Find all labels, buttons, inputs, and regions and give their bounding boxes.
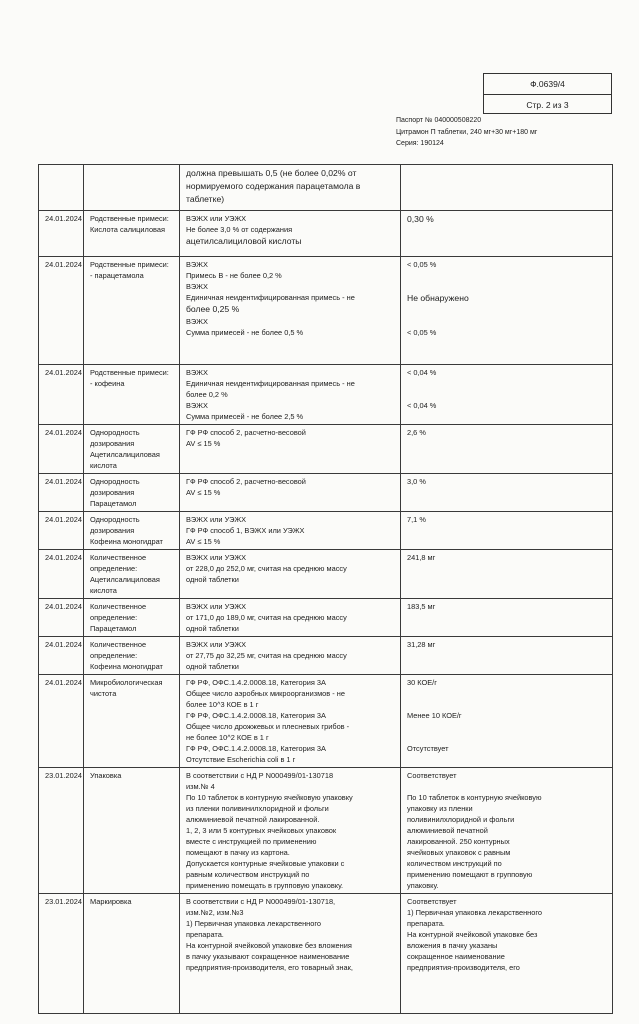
- cell-result: [401, 675, 613, 768]
- name-line: Количественное: [90, 553, 147, 562]
- requirement-line: одной таблетки: [186, 662, 239, 671]
- table-row: [39, 599, 613, 637]
- cell-indicator: [84, 768, 180, 894]
- requirement-line: не более 10^2 КОЕ в 1 г: [186, 733, 269, 742]
- cell-date: [39, 211, 84, 257]
- result-line: поливинилхлоридной и фольги: [407, 815, 515, 824]
- cell-indicator: [84, 474, 180, 512]
- requirement-line: 1) Первичная упаковка лекарственного: [186, 919, 322, 928]
- result-line: Менее 10 КОЕ/г: [407, 711, 462, 720]
- cell-requirement: [180, 257, 401, 365]
- cell-result: [401, 637, 613, 675]
- date-text: 24.01.2024: [45, 368, 82, 377]
- passport-number: Паспорт № 040000508220: [396, 117, 482, 124]
- requirement-line: изм.№2, изм.№3: [186, 908, 244, 917]
- cell-requirement: [180, 894, 401, 1014]
- result-line: < 0,05 %: [407, 260, 437, 269]
- cell-requirement: [180, 165, 401, 211]
- requirement-line: Отсутствие Escherichia coli в 1 г: [186, 755, 296, 764]
- table-row: [39, 675, 613, 768]
- result-line: 30 КОЕ/г: [407, 678, 437, 687]
- result-line: лакированной. 250 контурных: [407, 837, 510, 846]
- name-line: определение:: [90, 651, 138, 660]
- requirement-line: алюминиевой печатной лакированной.: [186, 815, 320, 824]
- cell-requirement: [180, 512, 401, 550]
- requirement-line: более 0,2 %: [186, 390, 228, 399]
- name-line: Однородность: [90, 428, 140, 437]
- result-line: упаковку.: [407, 881, 439, 890]
- result-line: Соответствует: [407, 771, 457, 780]
- cell-indicator: [84, 637, 180, 675]
- name-line: дозирования: [90, 526, 135, 535]
- cell-date: [39, 550, 84, 599]
- spacer: [407, 781, 608, 792]
- date-text: 24.01.2024: [45, 515, 82, 524]
- result-line: Соответствует: [407, 897, 457, 906]
- cell-date: [39, 675, 84, 768]
- series-number: Серия: 190124: [396, 140, 444, 147]
- name-line: Кофеина моногидрат: [90, 662, 163, 671]
- result-line: 2,6 %: [407, 428, 426, 437]
- date-text: 23.01.2024: [45, 771, 82, 780]
- requirement-line: ВЭЖХ или УЭЖХ: [186, 214, 247, 223]
- cell-result: [401, 894, 613, 1014]
- requirement-line: ВЭЖХ или УЭЖХ: [186, 515, 247, 524]
- result-line: 3,0 %: [407, 477, 426, 486]
- requirement-line: На контурной ячейковой упаковке без вложения: [186, 941, 352, 950]
- analysis-table: [38, 164, 613, 1014]
- requirement-line: ГФ РФ, ОФС.1.4.2.0008.18, Категория 3А: [186, 744, 326, 753]
- date-text: 24.01.2024: [45, 214, 82, 223]
- requirement-line: ГФ РФ способ 2, расчетно-весовой: [186, 477, 306, 486]
- cell-result: [401, 512, 613, 550]
- cell-requirement: [180, 675, 401, 768]
- cell-date: [39, 637, 84, 675]
- requirement-line: ВЭЖХ: [186, 317, 208, 326]
- spacer: [407, 316, 608, 327]
- cell-date: [39, 165, 84, 211]
- date-text: 24.01.2024: [45, 553, 82, 562]
- result-line: количеством инструкций по: [407, 859, 502, 868]
- name-line: дозирования: [90, 439, 135, 448]
- name-line: Родственные примеси:: [90, 214, 169, 223]
- name-line: Однородность: [90, 477, 140, 486]
- cell-indicator: [84, 365, 180, 425]
- requirement-line: AV ≤ 15 %: [186, 537, 221, 546]
- spacer: [407, 270, 608, 281]
- name-line: определение:: [90, 613, 138, 622]
- cell-date: [39, 599, 84, 637]
- requirement-line: 1, 2, 3 или 5 контурных ячейковых упаковок: [186, 826, 337, 835]
- table-row: [39, 550, 613, 599]
- requirement-line: Не более 3,0 % от содержания: [186, 225, 293, 234]
- result-line: < 0,04 %: [407, 401, 437, 410]
- result-line: < 0,05 %: [407, 328, 437, 337]
- spacer: [407, 389, 608, 400]
- table-row: [39, 474, 613, 512]
- date-text: 24.01.2024: [45, 602, 82, 611]
- requirement-line: Общее число аэробных микроорганизмов - не: [186, 689, 345, 698]
- requirement-line: таблетке): [186, 194, 225, 204]
- result-line: 241,8 мг: [407, 553, 436, 562]
- cell-result: [401, 257, 613, 365]
- cell-indicator: [84, 165, 180, 211]
- name-line: Количественное: [90, 640, 147, 649]
- name-line: Парацетамол: [90, 624, 137, 633]
- requirement-line: в пачку указывают сокращенное наименование: [186, 952, 350, 961]
- name-line: Родственные примеси:: [90, 260, 169, 269]
- cell-requirement: [180, 365, 401, 425]
- requirement-line: Общее число дрожжевых и плесневых грибов -: [186, 722, 350, 731]
- requirement-line: В соответствии с НД Р N000499/01-130718: [186, 771, 334, 780]
- requirement-line: от 171,0 до 189,0 мг, считая на среднюю массу: [186, 613, 347, 622]
- cell-result: [401, 425, 613, 474]
- requirement-line: AV ≤ 15 %: [186, 488, 221, 497]
- cell-indicator: [84, 211, 180, 257]
- requirement-line: В соответствии с НД Р N000499/01-130718,: [186, 897, 336, 906]
- spacer: [407, 378, 608, 389]
- requirement-line: Сумма примесей - не более 2,5 %: [186, 412, 304, 421]
- requirement-line: от 27,75 до 32,25 мг, считая на среднюю массу: [186, 651, 347, 660]
- name-line: - парацетамола: [90, 271, 144, 280]
- requirement-line: из пленки поливинилхлоридной и фольги: [186, 804, 329, 813]
- cell-requirement: [180, 637, 401, 675]
- result-line: ячейковых упаковок с равным: [407, 848, 511, 857]
- name-line: кислота: [90, 586, 117, 595]
- requirement-line: применению помещать в групповую упаковку.: [186, 881, 344, 890]
- cell-requirement: [180, 211, 401, 257]
- date-text: 24.01.2024: [45, 477, 82, 486]
- name-line: Парацетамол: [90, 499, 137, 508]
- table-row: [39, 425, 613, 474]
- cell-date: [39, 257, 84, 365]
- name-line: определение:: [90, 564, 138, 573]
- cell-indicator: [84, 894, 180, 1014]
- cell-date: [39, 474, 84, 512]
- cell-requirement: [180, 425, 401, 474]
- result-line: применению помещают в групповую: [407, 870, 533, 879]
- cell-date: [39, 512, 84, 550]
- date-text: 23.01.2024: [45, 897, 82, 906]
- result-line: 31,28 мг: [407, 640, 436, 649]
- result-line: 7,1 %: [407, 515, 426, 524]
- cell-date: [39, 894, 84, 1014]
- requirement-line: ВЭЖХ: [186, 368, 208, 377]
- name-line: Количественное: [90, 602, 147, 611]
- table-row: [39, 768, 613, 894]
- cell-result: [401, 474, 613, 512]
- result-line: алюминиевой печатной: [407, 826, 488, 835]
- cell-requirement: [180, 599, 401, 637]
- date-text: 24.01.2024: [45, 428, 82, 437]
- requirement-line: одной таблетки: [186, 575, 239, 584]
- result-line: предприятия-производителя, его: [407, 963, 520, 972]
- spacer: [407, 699, 608, 710]
- requirement-line: предприятия-производителя, его товарный знак,: [186, 963, 353, 972]
- result-line: упаковку из пленки: [407, 804, 473, 813]
- result-line: вложения в пачку указаны: [407, 941, 498, 950]
- table-row: [39, 365, 613, 425]
- requirement-line: помещают в пачку из картона.: [186, 848, 290, 857]
- requirement-line: ГФ РФ, ОФС.1.4.2.0008.18, Категория 3А: [186, 711, 326, 720]
- date-text: 24.01.2024: [45, 260, 82, 269]
- date-text: 24.01.2024: [45, 640, 82, 649]
- spacer: [407, 688, 608, 699]
- name-line: Микробиологическая: [90, 678, 163, 687]
- table-row: [39, 512, 613, 550]
- result-line: По 10 таблеток в контурную ячейковую: [407, 793, 542, 802]
- table-row: [39, 637, 613, 675]
- form-code: Ф.0639/4: [484, 74, 611, 95]
- cell-requirement: [180, 550, 401, 599]
- result-line: Отсутствует: [407, 744, 449, 753]
- cell-indicator: [84, 550, 180, 599]
- table-row: [39, 257, 613, 365]
- requirement-line: ВЭЖХ или УЭЖХ: [186, 553, 247, 562]
- result-line: На контурной ячейковой упаковке без: [407, 930, 538, 939]
- result-line: сокращенное наименование: [407, 952, 505, 961]
- name-line: Кофеина моногидрат: [90, 537, 163, 546]
- document-header: [396, 115, 537, 150]
- cell-requirement: [180, 768, 401, 894]
- name-line: Кислота салициловая: [90, 225, 166, 234]
- name-line: Однородность: [90, 515, 140, 524]
- requirement-line: ГФ РФ способ 1, ВЭЖХ или УЭЖХ: [186, 526, 305, 535]
- result-line: 183,5 мг: [407, 602, 436, 611]
- name-line: Маркировка: [90, 897, 132, 906]
- cell-indicator: [84, 675, 180, 768]
- name-line: - кофеина: [90, 379, 125, 388]
- requirement-line: Единичная неидентифицированная примесь - не: [186, 379, 355, 388]
- name-line: Ацетилсалициловая: [90, 575, 160, 584]
- cell-result: [401, 211, 613, 257]
- spacer: [407, 721, 608, 732]
- requirement-line: Допускается контурные ячейковые упаковки с: [186, 859, 345, 868]
- name-line: чистота: [90, 689, 117, 698]
- requirement-line: ВЭЖХ: [186, 282, 208, 291]
- result-line: < 0,04 %: [407, 368, 437, 377]
- result-line: 1) Первичная упаковка лекарственного: [407, 908, 543, 917]
- form-code-box: [483, 73, 612, 114]
- cell-result: [401, 550, 613, 599]
- name-line: Ацетилсалициловая: [90, 450, 160, 459]
- spacer: [407, 305, 608, 316]
- cell-result: [401, 599, 613, 637]
- spacer: [407, 281, 608, 292]
- requirement-line: ГФ РФ, ОФС.1.4.2.0008.18, Категория 3А: [186, 678, 326, 687]
- name-line: Родственные примеси:: [90, 368, 169, 377]
- requirement-line: Сумма примесей - не более 0,5 %: [186, 328, 304, 337]
- result-line: Не обнаружено: [407, 293, 469, 303]
- page-number: Стр. 2 из 3: [526, 100, 569, 110]
- requirement-line: более 0,25 %: [186, 304, 240, 314]
- table-row: [39, 211, 613, 257]
- cell-indicator: [84, 512, 180, 550]
- cell-result: [401, 365, 613, 425]
- cell-result: [401, 165, 613, 211]
- cell-date: [39, 365, 84, 425]
- cell-indicator: [84, 425, 180, 474]
- requirement-line: ацетилсалициловой кислоты: [186, 236, 302, 246]
- requirement-line: изм.№ 4: [186, 782, 215, 791]
- cell-requirement: [180, 474, 401, 512]
- requirement-line: одной таблетки: [186, 624, 239, 633]
- requirement-line: Примесь В - не более 0,2 %: [186, 271, 282, 280]
- table-row: [39, 165, 613, 211]
- requirement-line: препарата.: [186, 930, 224, 939]
- requirement-line: ВЭЖХ: [186, 401, 208, 410]
- requirement-line: Единичная неидентифицированная примесь - не: [186, 293, 355, 302]
- product-name: Цитрамон П таблетки, 240 мг+30 мг+180 мг: [396, 128, 538, 136]
- name-line: Упаковка: [90, 771, 122, 780]
- cell-result: [401, 768, 613, 894]
- requirement-line: равным количеством инструкций по: [186, 870, 310, 879]
- requirement-line: от 228,0 до 252,0 мг, считая на среднюю массу: [186, 564, 347, 573]
- requirement-line: ВЭЖХ или УЭЖХ: [186, 602, 247, 611]
- spacer: [407, 411, 608, 422]
- date-text: 24.01.2024: [45, 678, 82, 687]
- name-line: дозирования: [90, 488, 135, 497]
- name-line: кислота: [90, 461, 117, 470]
- requirement-line: ГФ РФ способ 2, расчетно-весовой: [186, 428, 306, 437]
- cell-date: [39, 768, 84, 894]
- requirement-line: вместе с инструкцией по применению: [186, 837, 317, 846]
- cell-date: [39, 425, 84, 474]
- requirement-line: По 10 таблеток в контурную ячейковую упаковку: [186, 793, 353, 802]
- requirement-line: ВЭЖХ или УЭЖХ: [186, 640, 247, 649]
- requirement-line: AV ≤ 15 %: [186, 439, 221, 448]
- requirement-line: более 10^3 КОЕ в 1 г: [186, 700, 259, 709]
- cell-indicator: [84, 257, 180, 365]
- cell-indicator: [84, 599, 180, 637]
- table-row: [39, 894, 613, 1014]
- requirement-line: ВЭЖХ: [186, 260, 208, 269]
- result-line: 0,30 %: [407, 214, 434, 224]
- spacer: [407, 732, 608, 743]
- requirement-line: должна превышать 0,5 (не более 0,02% от: [186, 168, 357, 178]
- result-line: препарата.: [407, 919, 445, 928]
- spacer: [407, 754, 608, 765]
- requirement-line: нормируемого содержания парацетамола в: [186, 181, 361, 191]
